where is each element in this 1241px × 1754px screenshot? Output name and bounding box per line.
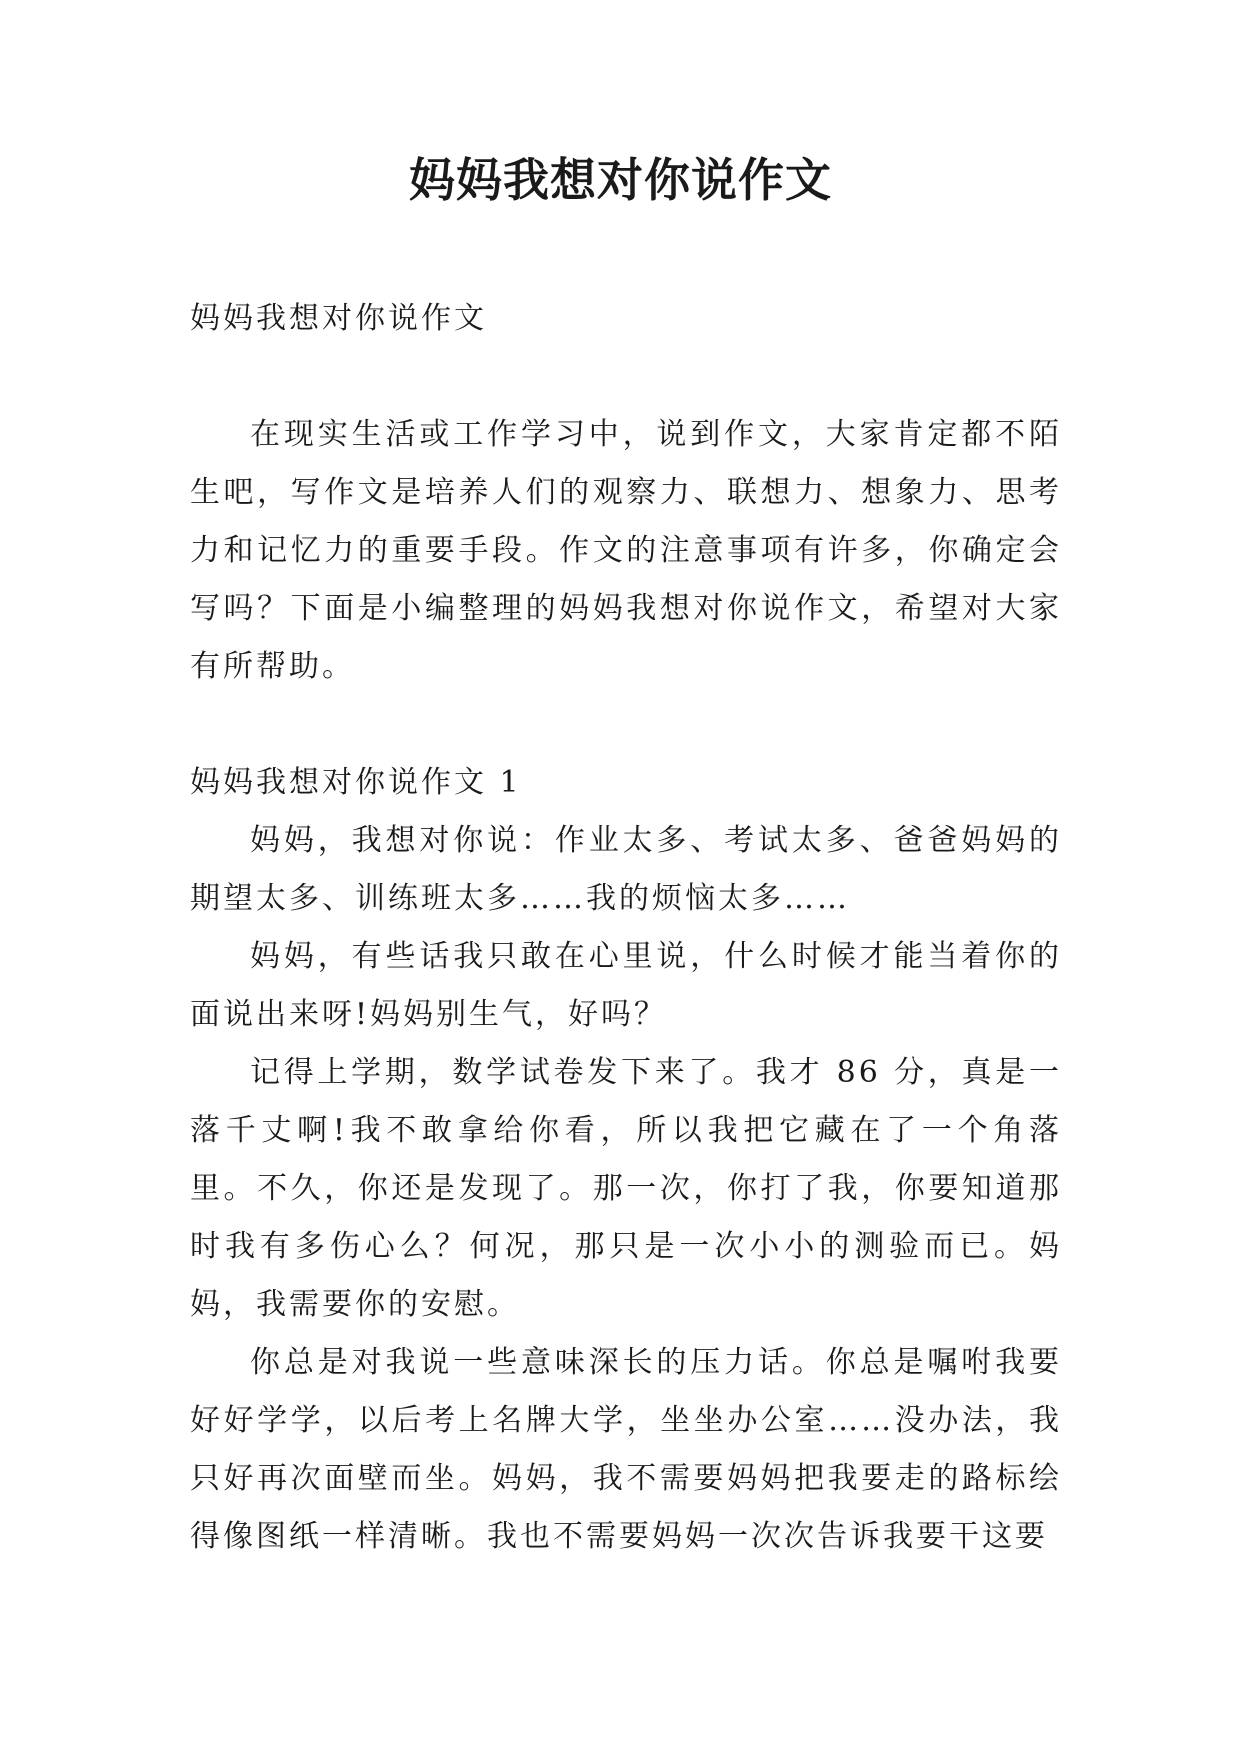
document-subtitle: 妈妈我想对你说作文 <box>190 301 487 336</box>
body-paragraph: 记得上学期，数学试卷发下来了。我才 86 分，真是一落千丈啊!我不敢拿给你看，所以我把它藏在了一个角落里。不久，你还是发现了。那一次，你打了我，你要知道那时我有多伤心么？何况，那只是一次小小的测验而已。妈妈，我需要你的安慰。 <box>190 1055 1062 1322</box>
body-paragraph: 妈妈，有些话我只敢在心里说，什么时候才能当着你的面说出来呀!妈妈别生气，好吗？ <box>190 939 1062 1032</box>
document-title: 妈妈我想对你说作文 <box>409 153 832 207</box>
document-body <box>190 290 1062 1566</box>
section-heading: 妈妈我想对你说作文 1 <box>190 765 522 800</box>
intro-paragraph: 在现实生活或工作学习中，说到作文，大家肯定都不陌生吧，写作文是培养人们的观察力、联想力、想象力、思考力和记忆力的重要手段。作文的注意事项有许多，你确定会写吗？下面是小编整理的妈妈我想对你说作文，希望对大家有所帮助。 <box>190 417 1062 684</box>
body-paragraph: 妈妈，我想对你说：作业太多、考试太多、爸爸妈妈的期望太多、训练班太多……我的烦恼太多…… <box>190 823 1062 916</box>
body-paragraph: 你总是对我说一些意味深长的压力话。你总是嘱咐我要好好学学，以后考上名牌大学，坐坐办公室……没办法，我只好再次面壁而坐。妈妈，我不需要妈妈把我要走的路标绘得像图纸一样清晰。我也不需要妈妈一次次告诉我要干这要 <box>190 1345 1062 1554</box>
